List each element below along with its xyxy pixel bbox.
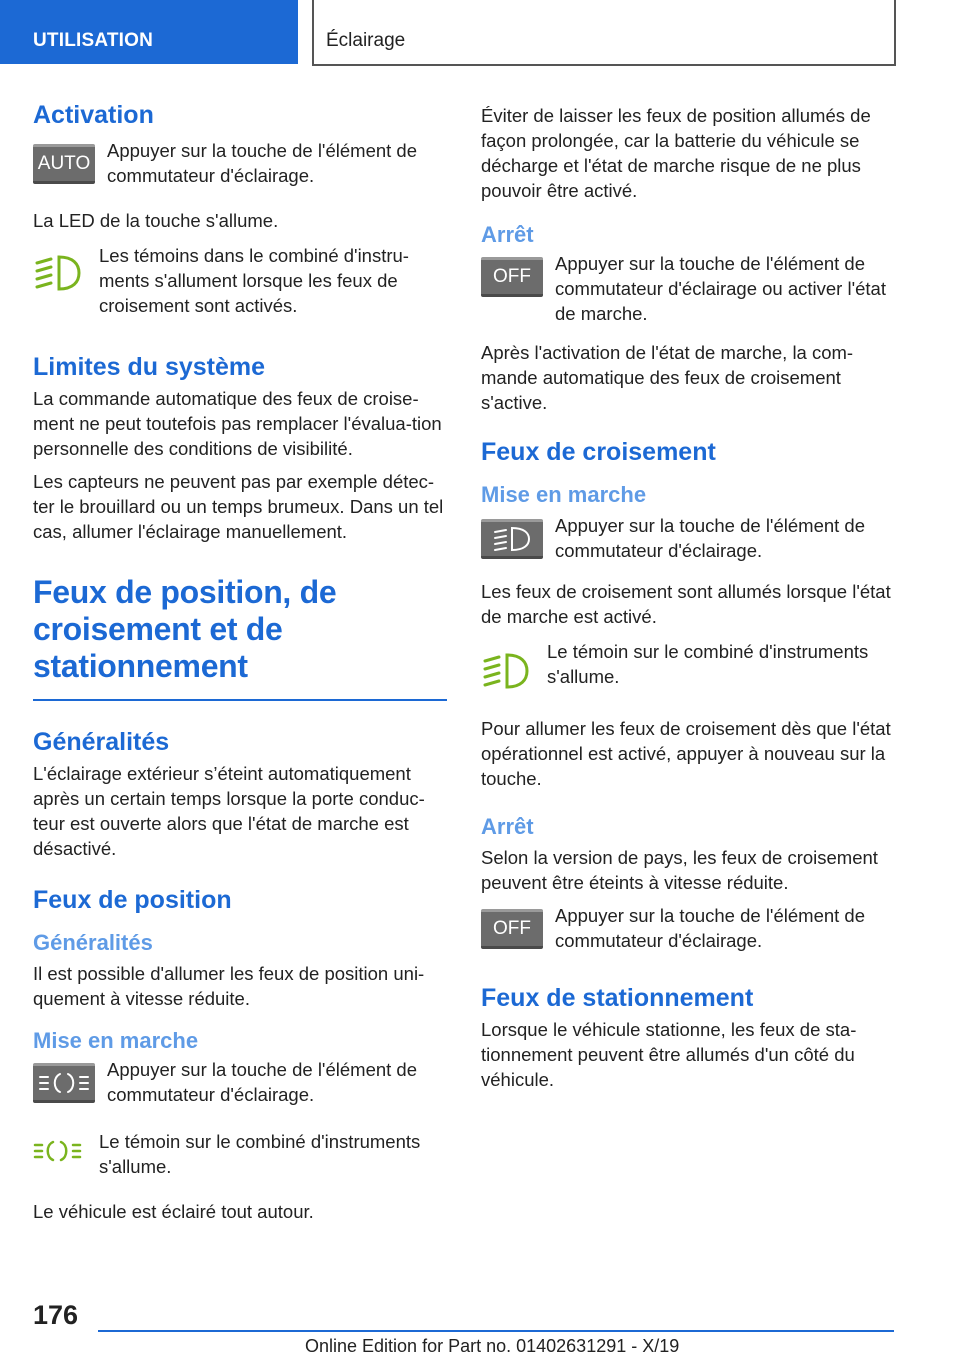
footer-rule [98,1330,894,1332]
parking-light-button-icon [33,1063,95,1103]
position-temoin-row [33,1129,447,1179]
chapter-label: Éclairage [326,30,406,51]
auto-button-icon: AUTO [33,144,95,184]
after-text: Après l'activation de l'état de marche, la com-mande automatique des feux de croisement s'active. [481,342,854,413]
low-beam-heading: Feux de croisement [481,438,716,466]
limits-paragraph-2: Les capteurs ne peuvent pas par exemple détec-ter le brouillard ou un temps brumeux. Dans un tel cas, allumer l'éclairage manuellement. [33,471,444,542]
low-off-text: Selon la version de pays, les feux de croisement peuvent être éteints à vitesse réduite. [481,847,878,893]
off-button-icon: OFF [481,257,543,297]
position-general-heading: Généralités [33,930,153,955]
limits-paragraph-1: La commande automatique des feux de croise-ment ne peut toutefois pas remplacer l'évalua-tion personnelle des conditions de visibilité. [33,388,442,459]
position-heading: Feux de position [33,886,232,914]
general-text: L'éclairage extérieur s’éteint automatiquement après un certain temps lorsque la porte conduc-teur est ouverte alors que l'état de marche est désactivé. [33,763,425,859]
low-state-text: Les feux de croisement sont allumés lorsque l'état de marche est activé. [481,581,891,627]
limits-heading: Limites du système [33,353,266,381]
activation-text: Appuyer sur la touche de l'élément de commutateur d'éclairage. [107,140,418,186]
right-column [481,100,893,1092]
general-heading: Généralités [33,728,170,756]
temoins-text: Les témoins dans le combiné d'instru-ments s'allument lorsque les feux de croisement sont activés. [99,245,409,316]
low-off-btn-text: Appuyer sur la touche de l'élément de commutateur d'éclairage. [555,905,866,951]
low-temoin-text: Le témoin sur le combiné d'instruments s'allume. [547,641,869,687]
off-text-short: Appuyer sur la touche de l'élément de commutateur d'éclairage ou activer l'état de marche. [555,253,886,324]
low-on-row [481,515,893,563]
activation-row [33,140,447,188]
main-title: Feux de position, de croisement et de stationnement [33,574,337,684]
left-column [33,100,447,1224]
position-on-heading: Mise en marche [33,1028,199,1053]
position-around-text: Le véhicule est éclairé tout autour. [33,1201,314,1222]
avoid-text: Éviter de laisser les feux de position allumés de façon prolongée, car la batterie du véhicule se décharge et l'état de marche risque de ne plus pouvoir être activé. [481,105,871,201]
low-temoin-row [481,639,893,696]
chapter-header [312,0,896,66]
position-general-text: Il est possible d'allumer les feux de position uni-quement à vitesse réduite. [33,963,425,1009]
off-heading: Arrêt [481,222,534,247]
low-off-row [481,905,893,953]
low-on-text: Appuyer sur la touche de l'élément de commutateur d'éclairage. [555,515,866,561]
edition-text: Online Edition for Part no. 01402631291 - X/19 [305,1336,680,1356]
position-on-text: Appuyer sur la touche de l'élément de commutateur d'éclairage. [107,1059,418,1105]
title-rule [33,699,447,701]
low-on-heading: Mise en marche [481,482,647,507]
activation-heading: Activation [33,101,154,129]
parking-text: Lorsque le véhicule stationne, les feux de sta-tionnement peuvent être allumés d'un côté du véhicule. [481,1019,857,1090]
low-off-heading: Arrêt [481,814,534,839]
low-again-text: Pour allumer les feux de croisement dès que l'état opérationnel est activé, appuyer à nouveau sur la touche. [481,718,891,789]
temoins-row [33,243,447,318]
parking-light-indicator-icon [33,1129,99,1168]
off-row [481,253,893,326]
low-beam-indicator-icon-2 [481,639,547,696]
section-label: UTILISATION [33,30,154,51]
low-beam-indicator-icon [33,243,99,298]
page-number: 176 [33,1300,79,1330]
led-text: La LED de la touche s'allume. [33,210,279,231]
position-on-row [33,1059,447,1107]
off-button-icon-2: OFF [481,909,543,949]
low-beam-button-icon [481,519,543,559]
parking-heading: Feux de stationnement [481,984,754,1012]
position-temoin-text: Le témoin sur le combiné d'instruments s'allume. [99,1131,421,1177]
section-tab [0,0,298,64]
